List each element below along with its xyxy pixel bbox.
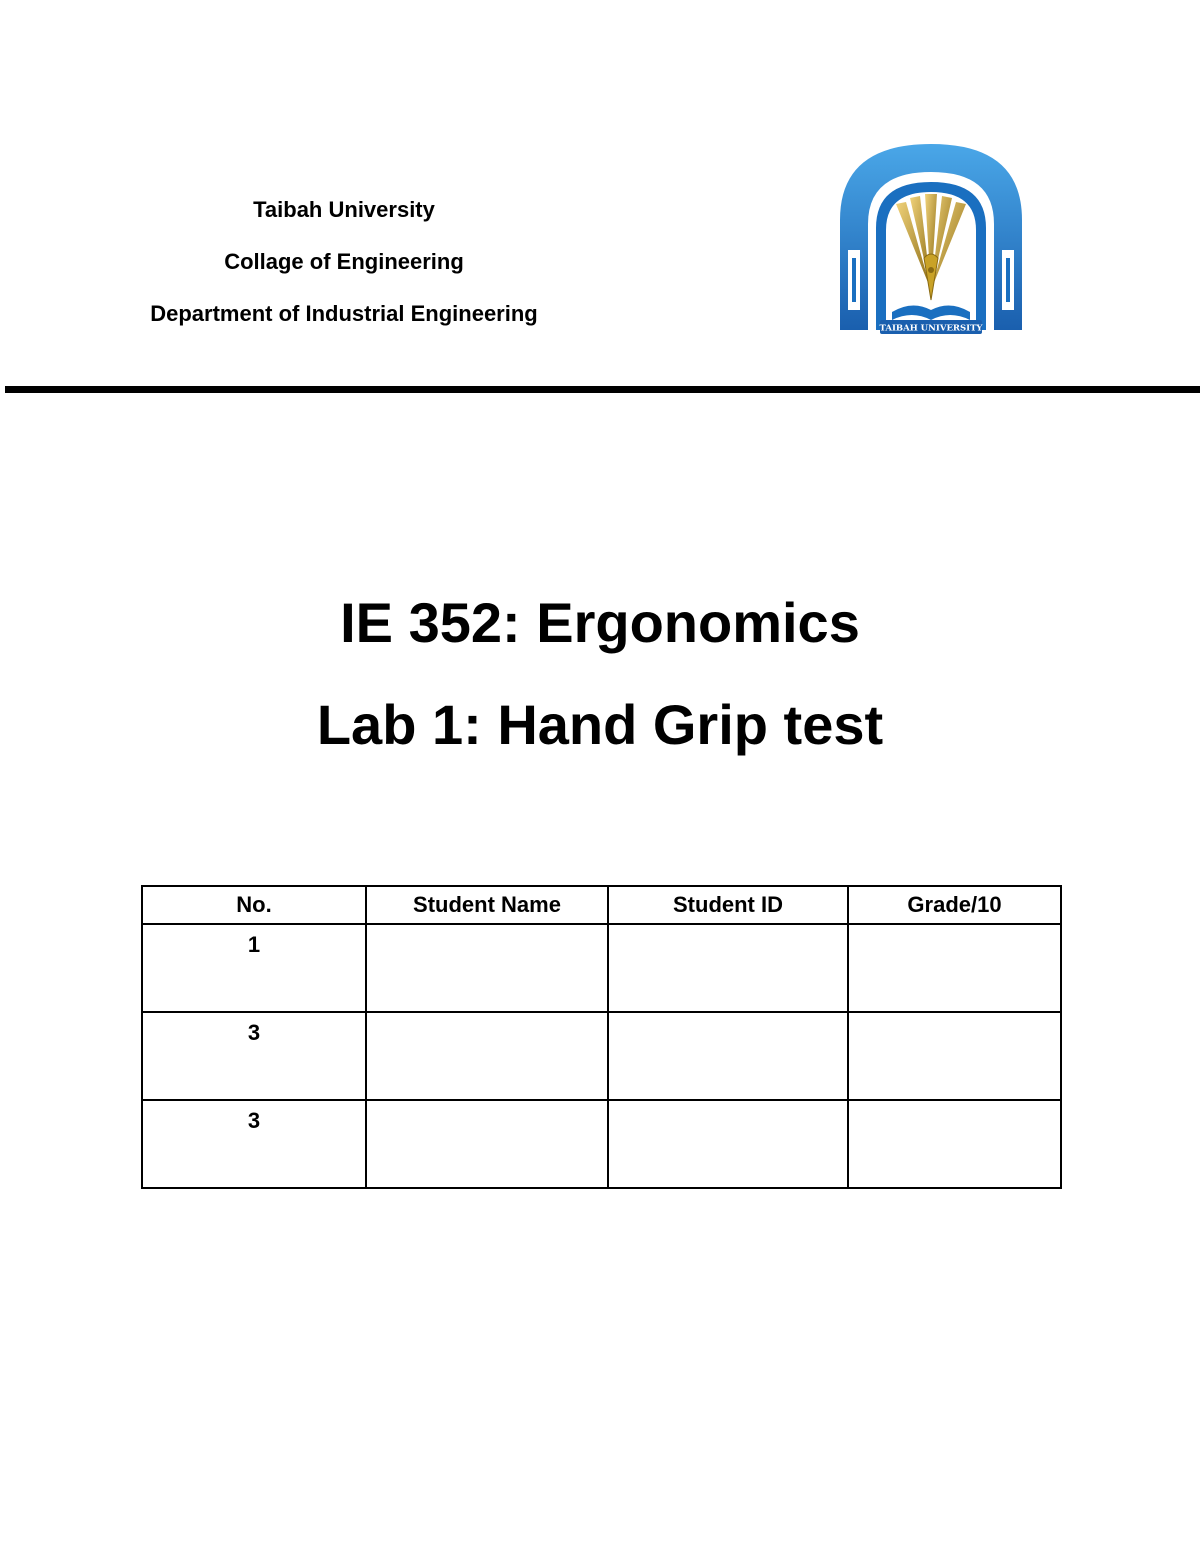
table-row (142, 1012, 1061, 1100)
cell-student-name[interactable] (366, 1012, 608, 1100)
university-logo-icon (832, 140, 1030, 338)
cell-student-name[interactable] (366, 1100, 608, 1188)
table-header-row (142, 886, 1061, 924)
cell-grade[interactable] (848, 1100, 1061, 1188)
cell-student-name[interactable] (366, 924, 608, 1012)
cell-grade[interactable] (848, 1012, 1061, 1100)
column-header-student-name: Student Name (366, 886, 608, 924)
college-name: Collage of Engineering (224, 249, 464, 274)
taibah-university-logo (832, 140, 1030, 338)
column-header-grade: Grade/10 (848, 886, 1061, 924)
institution-header (100, 192, 588, 348)
cell-student-id[interactable] (608, 924, 848, 1012)
lab-title: Lab 1: Hand Grip test (316, 693, 884, 756)
logo-text: TAIBAH UNIVERSITY (879, 323, 983, 334)
department-name: Department of Industrial Engineering (150, 301, 538, 326)
cell-student-id[interactable] (608, 1012, 848, 1100)
course-title: IE 352: Ergonomics (340, 591, 860, 654)
university-name: Taibah University (253, 197, 435, 222)
table-row (142, 924, 1061, 1012)
cell-no: 3 (142, 1100, 366, 1188)
cell-grade[interactable] (848, 924, 1061, 1012)
column-header-no: No. (142, 886, 366, 924)
table-row (142, 1100, 1061, 1188)
column-header-student-id: Student ID (608, 886, 848, 924)
cell-no: 1 (142, 924, 366, 1012)
cell-student-id[interactable] (608, 1100, 848, 1188)
cell-no: 3 (142, 1012, 366, 1100)
header-divider (5, 386, 1200, 393)
student-table (141, 885, 1062, 1189)
